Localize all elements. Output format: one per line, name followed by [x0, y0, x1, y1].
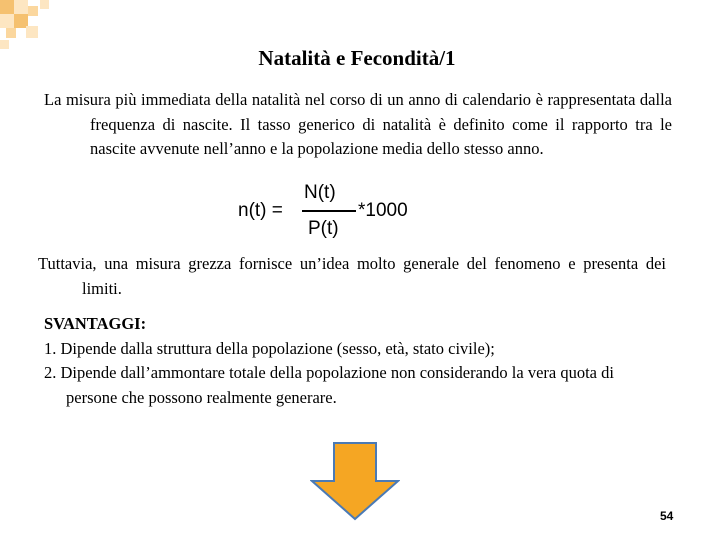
disadvantage-item: 2. Dipende dall’ammontare totale della popolazione non considerando la vera quota di persone che possono realmente generare. — [44, 363, 614, 407]
disadvantages-heading: SVANTAGGI: — [44, 314, 147, 333]
caveat-paragraph: Tuttavia, una misura grezza fornisce un’idea molto generale del fenomeno e presenta dei limiti. — [38, 254, 666, 298]
disadvantage-item: 1. Dipende dalla struttura della popolazione (sesso, età, stato civile); — [44, 338, 495, 358]
disadvantages-section — [44, 312, 664, 410]
formula-multiplier: *1000 — [358, 200, 408, 221]
formula-lhs: n(t) = — [238, 200, 283, 221]
formula-numerator: N(t) — [304, 182, 336, 203]
down-arrow-icon — [310, 441, 400, 521]
fraction-bar — [302, 210, 356, 212]
formula-denominator: P(t) — [308, 218, 339, 239]
corner-decoration — [0, 0, 60, 50]
page-number: 54 — [660, 509, 674, 523]
intro-paragraph: La misura più immediata della natalità nel corso di un anno di calendario è rappresentata dalla frequenza di nascite. Il tasso generico di natalità è definito come il rapporto tra le nascite avvenute nell’anno e la popolazione media dello stesso anno. — [44, 90, 672, 158]
birth-rate-formula — [238, 180, 438, 246]
slide-title: Natalità e Fecondità/1 — [258, 46, 456, 70]
